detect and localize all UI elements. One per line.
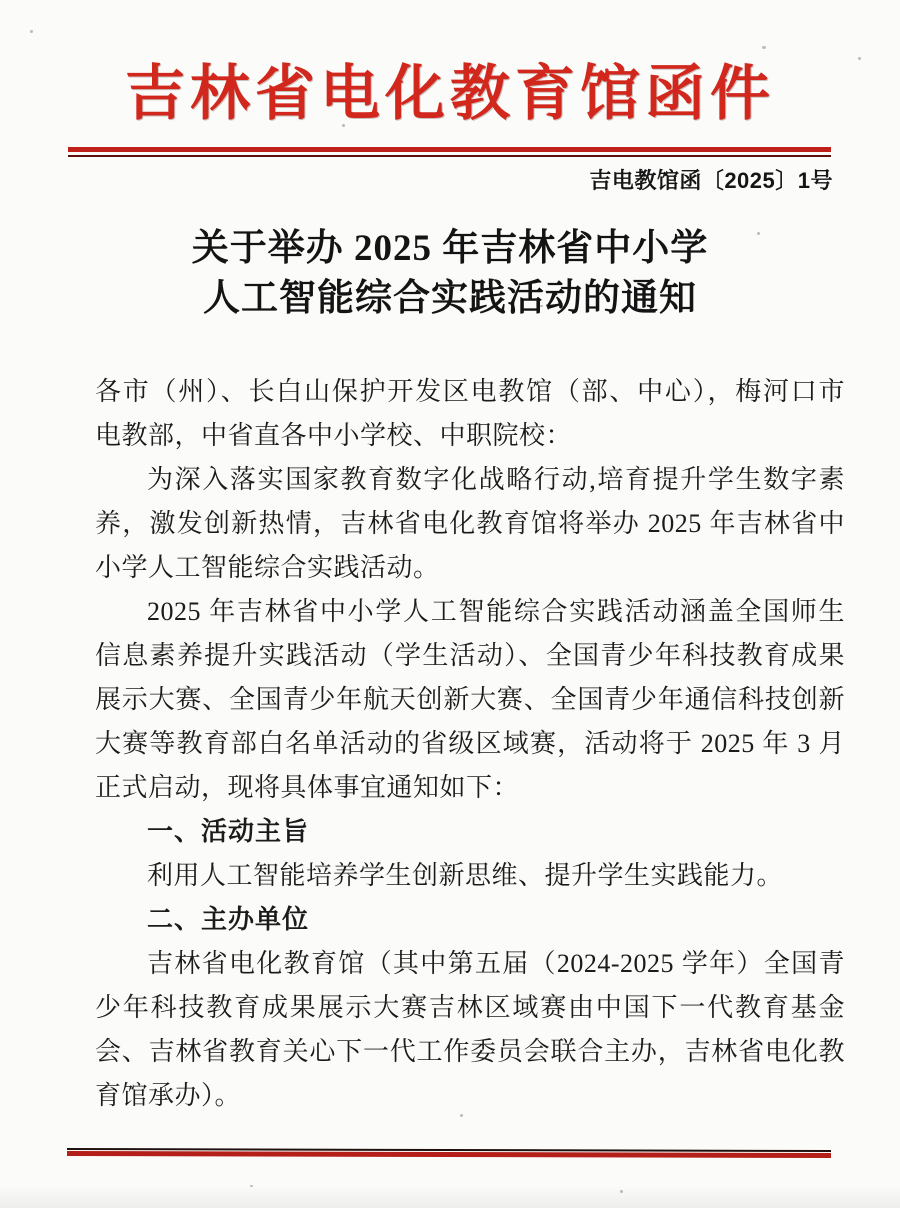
body-line: 正式启动，现将具体事宜通知如下： <box>95 773 520 802</box>
body-text <box>95 370 845 1118</box>
body-line: 利用人工智能培养学生创新思维、提升学生实践能力。 <box>147 861 784 890</box>
body-line: 信息素养提升实践活动（学生活动）、全国青少年科技教育成果 <box>95 641 845 670</box>
body-line: 吉林省电化教育馆（其中第五届（2024-2025 学年）全国青 <box>147 949 845 978</box>
divider-dark-bar <box>68 155 831 157</box>
body-line: 各市（州）、长白山保护开发区电教馆（部、中心），梅河口市 <box>95 377 845 406</box>
letterhead-title: 吉林省电化教育馆函件 <box>125 61 775 127</box>
letterhead-divider <box>68 147 831 157</box>
body-line: 电教部，中省直各中小学校、中职院校： <box>95 421 573 450</box>
footer-divider <box>67 1148 831 1158</box>
document-number: 吉电教馆函〔2025〕1号 <box>589 168 833 193</box>
body-line: 展示大赛、全国青少年航天创新大赛、全国青少年通信科技创新 <box>95 685 845 714</box>
body-line: 为深入落实国家教育数字化战略行动,培育提升学生数字素 <box>147 465 845 494</box>
footer-divider-red-bar <box>67 1151 831 1158</box>
section-heading: 一、活动主旨 <box>147 817 310 846</box>
body-line: 养，激发创新热情，吉林省电化教育馆将举办 2025 年吉林省中 <box>95 509 845 538</box>
body-line: 小学人工智能综合实践活动。 <box>95 553 440 582</box>
body-line: 少年科技教育成果展示大赛吉林区域赛由中国下一代教育基金 <box>95 993 845 1022</box>
section-heading: 二、主办单位 <box>147 905 310 934</box>
body-line: 会、吉林省教育关心下一代工作委员会联合主办，吉林省电化教 <box>95 1037 845 1066</box>
document-title <box>0 224 900 324</box>
body-line: 育馆承办）。 <box>95 1081 242 1110</box>
body-line: 2025 年吉林省中小学人工智能综合实践活动涵盖全国师生 <box>147 597 845 626</box>
document-title-line1: 关于举办 2025 年吉林省中小学 <box>191 228 709 269</box>
body-line: 大赛等教育部白名单活动的省级区域赛，活动将于 2025 年 3 月 <box>95 729 845 758</box>
divider-red-bar <box>68 147 831 152</box>
document-title-line2: 人工智能综合实践活动的通知 <box>203 278 697 319</box>
